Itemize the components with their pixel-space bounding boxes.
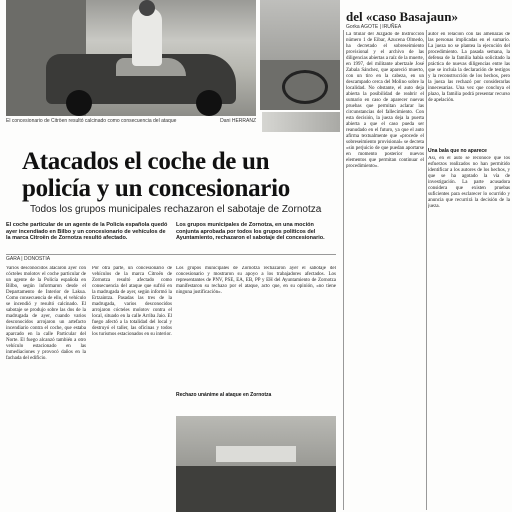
main-headline: Atacados el coche de un policía y un concesionario [22,148,290,202]
main-subhead: Rechazo unánime al ataque en Zornotza [176,392,272,398]
right-article-headline: del «caso Basajaun» [346,9,458,24]
photo-caption-text: El concesionario de Citröen resultó calcinado como consecuencia del ataque [6,118,177,124]
photo-crowd-shape [176,466,336,512]
byline-rule [6,254,336,255]
right-article-column-1: La titular del Juzgado de Instrucción número 1 de Eibar, Azucena Olmedo, ha decretado el sobreseimiento provisional y el archivo de las diligencias abiertas a raíz de la muerte, en 1997, del militante abertzale José Zabala Sánchez, que apareció muerto, con un tiro en la cabeza, en un descampado cerca del Molino sobre la localidad. No obstante, el auto deja abierta la posibilidad de reabrir el sumario en caso de aparecer nuevas pruebas que permitan aclarar las circunstancias del fallecimiento. Con esta decisión, la jueza deja la puerta abierta a que el caso pueda ser reanudado en el futuro, ya que el auto afirma textualmente que «procede el sobreseimiento provisional» se decreta «sin perjuicio de que puedan aportarse en momento posterior nuevos elementos que permitan continuar el procedimiento». [346,32,424,169]
main-lede-right: Los grupos municipales de Zornotza, en una moción conjunta aprobada por todos los grupos políticos del Ayuntamiento, rechazaron el sabotaje del concesionario. [176,222,325,241]
column-divider [426,30,427,510]
main-column-3: Los grupos municipales de Zornotza rechazaron ayer el sabotaje del concesionario y mostraron su apoyo a los trabajadores afectados. Los representantes de PNV, PSE, EA, EB, PP y EH del Ayuntamiento de Zornotza manifestaron su rechazo por el ataque, acto que, en su opinión, «no tiene ninguna justificación». [176,266,336,295]
main-byline: GARA | DONOSTIA [6,256,51,262]
small-photo [262,112,340,132]
photo-bike-shape [282,70,328,104]
column-divider [343,30,344,510]
photo-caption [6,118,256,124]
photo-person-shape [132,8,162,66]
group-photo [176,416,336,512]
main-lede-left: El coche particular de un agente de la Policía española quedó ayer incendiado en Bilbo y un concesionario de vehículos de la marca Citroën de Zornotza resultó afectado. [6,222,168,241]
photo-sign-shape [216,446,296,462]
cyclist-photo [260,0,340,110]
right-article-byline: Gorka AGOTE | IRUÑEA [346,24,402,30]
right-article-column-3: Así, en el auto se reconoce que los esfuerzos realizados no han permitido identificar a los autores de los hechos, y que se ha agotado la vía de investigación. La parte acusadora considera que existen pruebas suficientes para esclarecer lo ocurrido y anuncia que recurrirá la decisión de la jueza. [428,156,510,209]
photo-credit: Dani HERRANZ [220,118,256,124]
right-article-column-2: autor en relación con las amenazas de las personas implicadas en el sumario. La jueza no se plantea la ejecución del procedimiento. La pasada semana, la defensa de la familia había solicitado la práctica de nuevas diligencias entre las que se incluía la declaración de testigos y la reconstrucción de los hechos, pero la jueza las rechazó por considerarlas innecesarias. Una vez que concluya el plazo, la familia podrá presentar recurso de apelación. [428,32,510,103]
main-subheadline: Todos los grupos municipales rechazaron el sabotaje de Zornotza [30,204,322,215]
photo-wheel-shape [196,90,222,116]
car-dealership-photo [6,0,256,116]
photo-person-head-shape [139,0,155,16]
photo-wheel-shape [66,90,92,116]
main-column-1: Varios desconocidos atacaron ayer con cócteles molotov el coche particular de un agente de la Policía española en Bilbo, según informaron desde el Departamento de Interior de Lakua. Como consecuencia de ello, el vehículo se incendió y resultó calcinado. El sabotaje se produjo sobre las dos de la madrugada de ayer, cuando varios desconocidos arrojaron un artefacto incendiario contra el coche, que estaba aparcado en la calle Particular del Norte. El fuego alcanzó también a otro vehículo estacionado en las inmediaciones y provocó daños en la fachada del edificio. [6,266,86,361]
main-column-2: Por otra parte, un concesionario de vehículos de la marca Citroën de Zornotza resultó afectado como consecuencia del ataque que sufrió en la madrugada de ayer, según informó la Ertzaintza. Pasadas las tres de la madrugada, varios desconocidos arrojaron cócteles molotov contra el local, situado en la calle Arriba Jaio. El fuego afectó a la totalidad del local y destruyó el taller, las oficinas y todos los turismos estacionados en su interior. [92,266,172,337]
right-article-subhead-1: Una bala que no aparece [428,148,487,154]
